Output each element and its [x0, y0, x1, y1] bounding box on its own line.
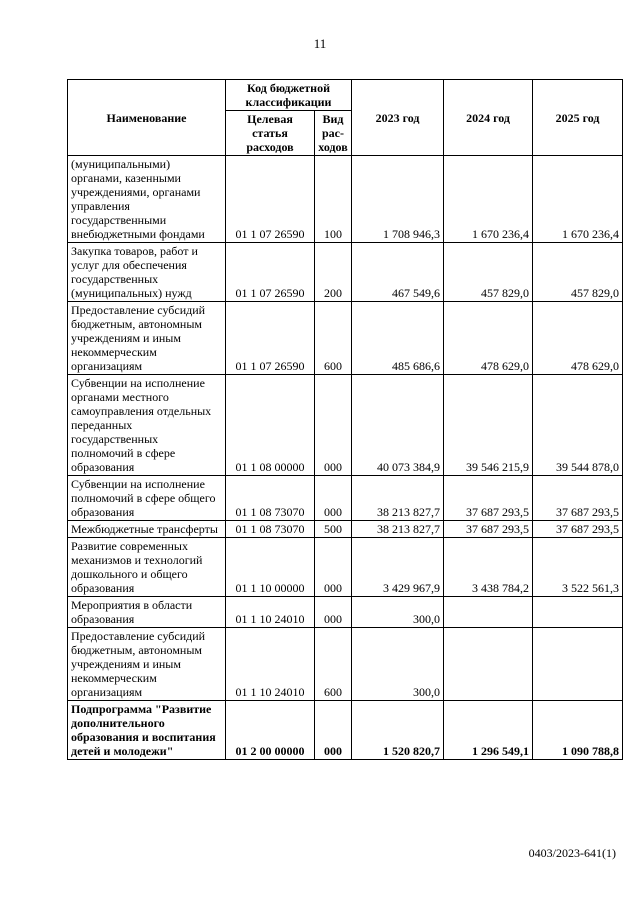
row-expense-type: 000: [315, 597, 352, 628]
table-row: [68, 476, 623, 521]
row-value-2024: 3 438 784,2: [444, 538, 533, 597]
row-value-2023: 38 213 827,7: [352, 476, 444, 521]
row-value-2025: [533, 597, 623, 628]
row-value-2024: 37 687 293,5: [444, 521, 533, 538]
row-expense-type: 000: [315, 538, 352, 597]
row-target-code: 01 1 10 24010: [226, 597, 315, 628]
row-target-code: 01 1 10 24010: [226, 628, 315, 701]
row-name: Подпрограмма "Развитие дополнительного образования и воспитания детей и молодежи": [68, 701, 226, 760]
row-name: Предоставление субсидий бюджетным, автономным учреждениям и иным некоммерческим организациям: [68, 302, 226, 375]
row-target-code: 01 1 10 00000: [226, 538, 315, 597]
table-row: [68, 302, 623, 375]
row-value-2025: 457 829,0: [533, 243, 623, 302]
table-row: [68, 628, 623, 701]
row-expense-type: 600: [315, 628, 352, 701]
row-expense-type: 000: [315, 701, 352, 760]
page-number: 11: [313, 36, 327, 51]
row-value-2023: 38 213 827,7: [352, 521, 444, 538]
header-target-article: Целевая статья расходов: [226, 111, 315, 156]
row-expense-type: 000: [315, 476, 352, 521]
row-value-2023: 300,0: [352, 628, 444, 701]
table-body: [68, 156, 623, 760]
row-target-code: 01 2 00 00000: [226, 701, 315, 760]
row-name: Предоставление субсидий бюджетным, автономным учреждениям и иным некоммерческим организациям: [68, 628, 226, 701]
row-value-2023: 1 520 820,7: [352, 701, 444, 760]
row-value-2025: 1 090 788,8: [533, 701, 623, 760]
table-header: [68, 80, 623, 156]
row-target-code: 01 1 08 00000: [226, 375, 315, 476]
table-row: [68, 701, 623, 760]
row-expense-type: 000: [315, 375, 352, 476]
row-value-2025: 3 522 561,3: [533, 538, 623, 597]
row-expense-type: 500: [315, 521, 352, 538]
header-2023: 2023 год: [352, 80, 444, 156]
row-value-2024: 37 687 293,5: [444, 476, 533, 521]
row-value-2024: 457 829,0: [444, 243, 533, 302]
row-value-2024: 1 296 549,1: [444, 701, 533, 760]
header-expense-type: Вид рас-ходов: [315, 111, 352, 156]
row-value-2023: 300,0: [352, 597, 444, 628]
table-row: [68, 243, 623, 302]
row-value-2025: 37 687 293,5: [533, 521, 623, 538]
header-name: Наименование: [68, 80, 226, 156]
row-value-2025: 37 687 293,5: [533, 476, 623, 521]
table-row: [68, 375, 623, 476]
document-code: 0403/2023-641(1): [528, 846, 616, 860]
row-target-code: 01 1 07 26590: [226, 243, 315, 302]
budget-table: [67, 79, 623, 760]
row-name: Мероприятия в области образования: [68, 597, 226, 628]
row-value-2024: 478 629,0: [444, 302, 533, 375]
row-name: Закупка товаров, работ и услуг для обеспечения государственных (муниципальных) нужд: [68, 243, 226, 302]
row-target-code: 01 1 07 26590: [226, 156, 315, 243]
row-name: Субвенции на исполнение полномочий в сфере общего образования: [68, 476, 226, 521]
row-value-2025: 39 544 878,0: [533, 375, 623, 476]
row-value-2025: 478 629,0: [533, 302, 623, 375]
row-target-code: 01 1 08 73070: [226, 521, 315, 538]
row-value-2024: [444, 628, 533, 701]
table-row: [68, 521, 623, 538]
header-code-group: Код бюджетной классификации: [226, 80, 352, 111]
row-value-2023: 485 686,6: [352, 302, 444, 375]
row-expense-type: 100: [315, 156, 352, 243]
header-2024: 2024 год: [444, 80, 533, 156]
row-value-2023: 467 549,6: [352, 243, 444, 302]
row-value-2024: 1 670 236,4: [444, 156, 533, 243]
row-name: (муниципальными) органами, казенными учреждениями, органами управления государственными внебюджетными фондами: [68, 156, 226, 243]
row-value-2025: [533, 628, 623, 701]
row-name: Межбюджетные трансферты: [68, 521, 226, 538]
row-target-code: 01 1 08 73070: [226, 476, 315, 521]
row-value-2024: [444, 597, 533, 628]
row-value-2023: 3 429 967,9: [352, 538, 444, 597]
row-expense-type: 200: [315, 243, 352, 302]
row-target-code: 01 1 07 26590: [226, 302, 315, 375]
row-name: Субвенции на исполнение органами местного самоуправления отдельных переданных государственных полномочий в сфере образования: [68, 375, 226, 476]
table-row: [68, 156, 623, 243]
header-2025: 2025 год: [533, 80, 623, 156]
row-value-2023: 1 708 946,3: [352, 156, 444, 243]
row-expense-type: 600: [315, 302, 352, 375]
row-value-2024: 39 546 215,9: [444, 375, 533, 476]
row-name: Развитие современных механизмов и технологий дошкольного и общего образования: [68, 538, 226, 597]
row-value-2023: 40 073 384,9: [352, 375, 444, 476]
table-row: [68, 597, 623, 628]
table-row: [68, 538, 623, 597]
row-value-2025: 1 670 236,4: [533, 156, 623, 243]
